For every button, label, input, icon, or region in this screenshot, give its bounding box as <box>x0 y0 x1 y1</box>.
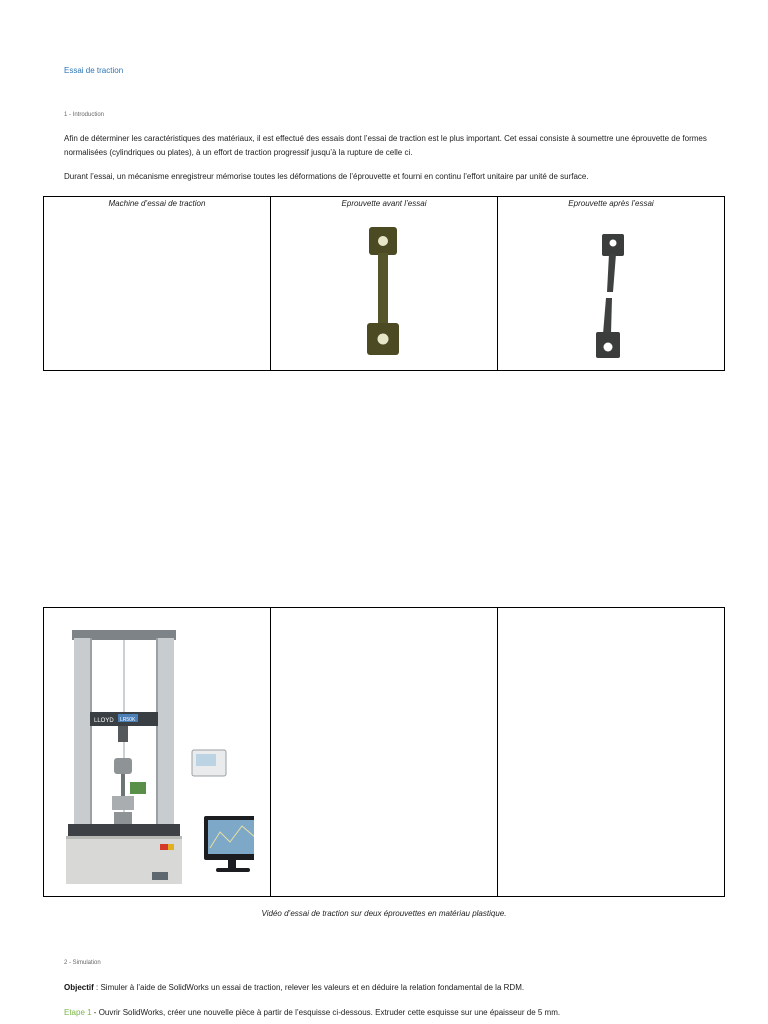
document-title: Essai de traction <box>64 66 124 75</box>
table-header-before: Eprouvette avant l’essai <box>341 199 427 208</box>
table-header-after: Eprouvette après l’essai <box>568 199 654 208</box>
video-caption: Vidéo d’essai de traction sur deux éprouvettes en matériau plastique. <box>261 909 507 918</box>
machine-brand-label: LLOYD <box>94 718 114 724</box>
video-table <box>43 607 725 897</box>
intro-paragraph-2: Durant l’essai, un mécanisme enregistreur mémorise toutes les déformations de l’éprouvette et fourni en continu l’effort unitaire par unité de surface. <box>64 172 589 181</box>
objectif-paragraph <box>64 981 714 995</box>
table-cell-before <box>270 197 497 370</box>
tensile-machine-image <box>64 628 254 888</box>
etape1-text: - Ouvrir SolidWorks, créer une nouvelle pièce à partir de l’esquisse ci-dessous. Extruder cette esquisse sur une épaisseur de 5 mm. <box>91 1008 561 1017</box>
objectif-text: : Simuler à l’aide de SolidWorks un essai de traction, relever les valeurs et en déduire la relation fondamental de la RDM. <box>93 983 525 992</box>
specimen-table <box>43 196 725 371</box>
etape1-paragraph <box>64 1006 714 1020</box>
table-header-machine: Machine d’essai de traction <box>108 199 206 208</box>
video-cell-2 <box>270 608 497 896</box>
video-cell-3 <box>497 608 724 896</box>
machine-model-label: LR50K <box>120 717 136 723</box>
objectif-label: Objectif <box>64 983 94 992</box>
section-heading-simulation: 2 - Simulation <box>64 960 101 966</box>
specimen-before-image <box>363 225 403 360</box>
intro-paragraph-1: Afin de déterminer les caractéristiques des matériaux, il est effectué des essais dont l’essai de traction est le plus important. Cet essai consiste à soumettre une éprouvette de formes normalisées (cylindriques ou plates), à un effort de traction progressif jusqu’à la rupture de celle ci. <box>64 134 707 157</box>
section-heading-introduction: 1 - Introduction <box>64 112 105 118</box>
specimen-after-image <box>590 232 630 367</box>
table-cell-machine <box>44 197 270 370</box>
etape1-label: Etape 1 <box>64 1008 92 1017</box>
video-cell-machine <box>44 608 270 896</box>
table-cell-after <box>497 197 724 370</box>
